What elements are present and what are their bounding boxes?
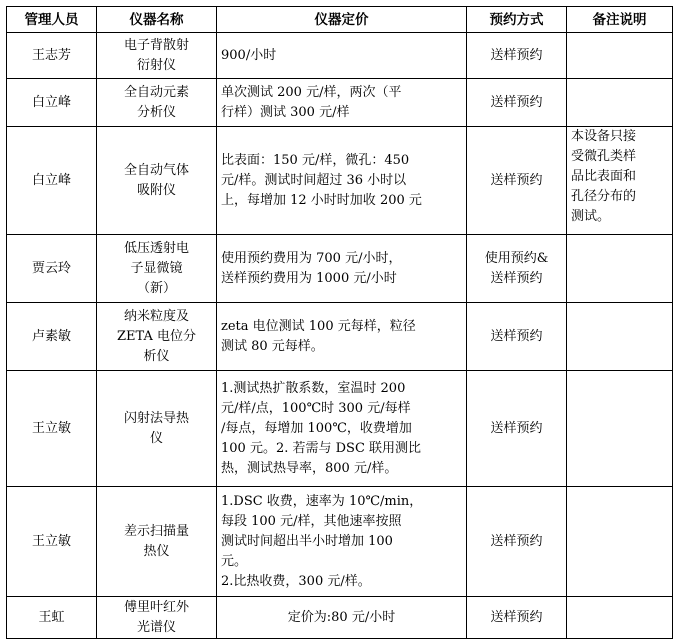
instrument-cell	[97, 597, 217, 639]
price-cell-line: 测试 80 元每样。	[221, 338, 324, 354]
instrument-cell	[97, 235, 217, 303]
booking-mode-cell	[467, 597, 567, 639]
manager-cell: 卢素敏	[7, 303, 97, 371]
header-row	[7, 7, 673, 33]
price-cell	[217, 487, 467, 597]
instrument-cell-line: 低压透射电	[123, 240, 189, 256]
table-row	[7, 235, 673, 303]
price-cell-line: 元/样。测试时间超过 36 小时以	[221, 172, 407, 188]
booking-mode-cell-line: 使用预约&	[484, 250, 549, 266]
notes-cell-line: 受微孔类样	[571, 149, 637, 164]
booking-mode-cell	[467, 371, 567, 487]
instrument-cell-line: 全自动气体	[123, 162, 189, 178]
notes-cell-line: 孔径分布的	[571, 189, 637, 204]
price-cell-line: 行样）测试 300 元/样	[221, 104, 350, 120]
header-cell-price: 仪器定价	[217, 7, 467, 33]
table-row	[7, 33, 673, 79]
instrument-cell-line: ZETA 电位分	[116, 328, 196, 344]
notes-cell	[567, 487, 673, 597]
price-cell	[217, 127, 467, 235]
booking-mode-cell-line: 送样预约	[490, 420, 543, 436]
instrument-cell-line: 全自动元素	[123, 84, 189, 100]
booking-mode-cell	[467, 33, 567, 79]
price-cell-line: 比表面：150 元/样，微孔：450	[221, 152, 410, 168]
price-cell	[217, 33, 467, 79]
instrument-cell-line: 光谱仪	[136, 619, 176, 635]
manager-cell: 白立峰	[7, 127, 97, 235]
booking-mode-cell-line: 送样预约	[490, 533, 543, 549]
booking-mode-cell	[467, 79, 567, 127]
manager-cell: 王立敏	[7, 371, 97, 487]
booking-mode-cell	[467, 303, 567, 371]
price-cell	[217, 79, 467, 127]
price-cell	[217, 371, 467, 487]
booking-mode-cell-line: 送样预约	[490, 172, 543, 188]
instrument-cell-line: 电子背散射	[123, 37, 189, 53]
price-cell-line: 定价为:80 元/小时	[287, 609, 396, 625]
booking-mode-cell-line: 送样预约	[490, 609, 543, 625]
table-row	[7, 79, 673, 127]
instrument-cell-line: 纳米粒度及	[123, 308, 189, 324]
instrument-cell-line: 差示扫描量	[123, 523, 189, 539]
price-cell-line: 送样预约费用为 1000 元/小时	[221, 270, 397, 286]
notes-cell	[567, 235, 673, 303]
booking-mode-cell	[467, 235, 567, 303]
price-cell-line: 2.比热收费，300 元/样。	[221, 573, 371, 589]
notes-cell	[567, 79, 673, 127]
header-cell-notes: 备注说明	[567, 7, 673, 33]
instrument-cell	[97, 487, 217, 597]
table-row	[7, 597, 673, 639]
price-cell-line: 热，测试热导率，800 元/样。	[221, 460, 398, 476]
price-cell-line: 元/样/点，100℃时 300 元/每样	[221, 400, 411, 416]
notes-cell	[567, 597, 673, 639]
booking-mode-cell-line: 送样预约	[490, 328, 543, 344]
price-cell-line: 元。	[221, 553, 248, 569]
notes-cell	[567, 303, 673, 371]
notes-cell	[567, 371, 673, 487]
price-cell	[217, 235, 467, 303]
price-cell-line: 测试时间超出半小时增加 100	[221, 533, 393, 549]
instrument-cell-line: 热仪	[143, 543, 170, 559]
notes-cell	[567, 127, 673, 235]
manager-cell: 白立峰	[7, 79, 97, 127]
instrument-cell-line: 分析仪	[136, 104, 176, 120]
instrument-cell-line: （新）	[136, 280, 176, 296]
table-row	[7, 303, 673, 371]
instrument-cell-line: 傅里叶红外	[123, 599, 189, 615]
price-cell-line: 使用预约费用为 700 元/小时，	[221, 250, 402, 266]
notes-cell-line: 测试。	[571, 209, 611, 224]
header-cell-manager: 管理人员	[7, 7, 97, 33]
price-cell-line: 1.测试热扩散系数，室温时 200	[221, 380, 406, 396]
table-row	[7, 371, 673, 487]
table-row	[7, 487, 673, 597]
instrument-cell	[97, 33, 217, 79]
header-cell-instrument: 仪器名称	[97, 7, 217, 33]
price-cell-line: 每段 100 元/样，其他速率按照	[221, 513, 402, 529]
price-cell	[217, 303, 467, 371]
instrument-cell	[97, 303, 217, 371]
price-cell-line: zeta 电位测试 100 元每样，粒径	[221, 318, 416, 334]
instrument-cell-line: 子显微镜	[130, 260, 183, 276]
price-cell-line: 1.DSC 收费，速率为 10℃/min，	[221, 493, 423, 509]
instrument-cell-line: 析仪	[143, 348, 170, 364]
price-cell-line: /每点，每增加 100℃，收费增加	[221, 420, 412, 436]
instrument-cell-line: 闪射法导热	[123, 410, 189, 426]
header-cell-booking-mode: 预约方式	[467, 7, 567, 33]
notes-cell-line: 本设备只接	[571, 129, 637, 144]
price-table	[6, 6, 673, 639]
price-cell	[217, 597, 467, 639]
booking-mode-cell-line: 送样预约	[490, 47, 543, 63]
manager-cell: 王虹	[7, 597, 97, 639]
instrument-cell	[97, 127, 217, 235]
notes-cell	[567, 33, 673, 79]
instrument-cell-line: 仪	[149, 430, 163, 446]
booking-mode-cell-line: 送样预约	[490, 94, 543, 110]
manager-cell: 贾云玲	[7, 235, 97, 303]
table-row	[7, 127, 673, 235]
instrument-cell-line: 衍射仪	[136, 57, 176, 73]
price-cell-line: 100 元。2. 若需与 DSC 联用测比	[221, 440, 422, 456]
price-cell-line: 上，每增加 12 小时时加收 200 元	[221, 192, 422, 208]
booking-mode-cell-line: 送样预约	[490, 270, 543, 286]
instrument-cell	[97, 79, 217, 127]
instrument-cell	[97, 371, 217, 487]
instrument-cell-line: 吸附仪	[136, 182, 176, 198]
booking-mode-cell	[467, 127, 567, 235]
price-cell-line: 单次测试 200 元/样，两次（平	[221, 84, 402, 100]
manager-cell: 王志芳	[7, 33, 97, 79]
price-cell-line: 900/小时	[221, 47, 277, 63]
manager-cell: 王立敏	[7, 487, 97, 597]
notes-cell-line: 品比表面和	[571, 169, 637, 184]
booking-mode-cell	[467, 487, 567, 597]
